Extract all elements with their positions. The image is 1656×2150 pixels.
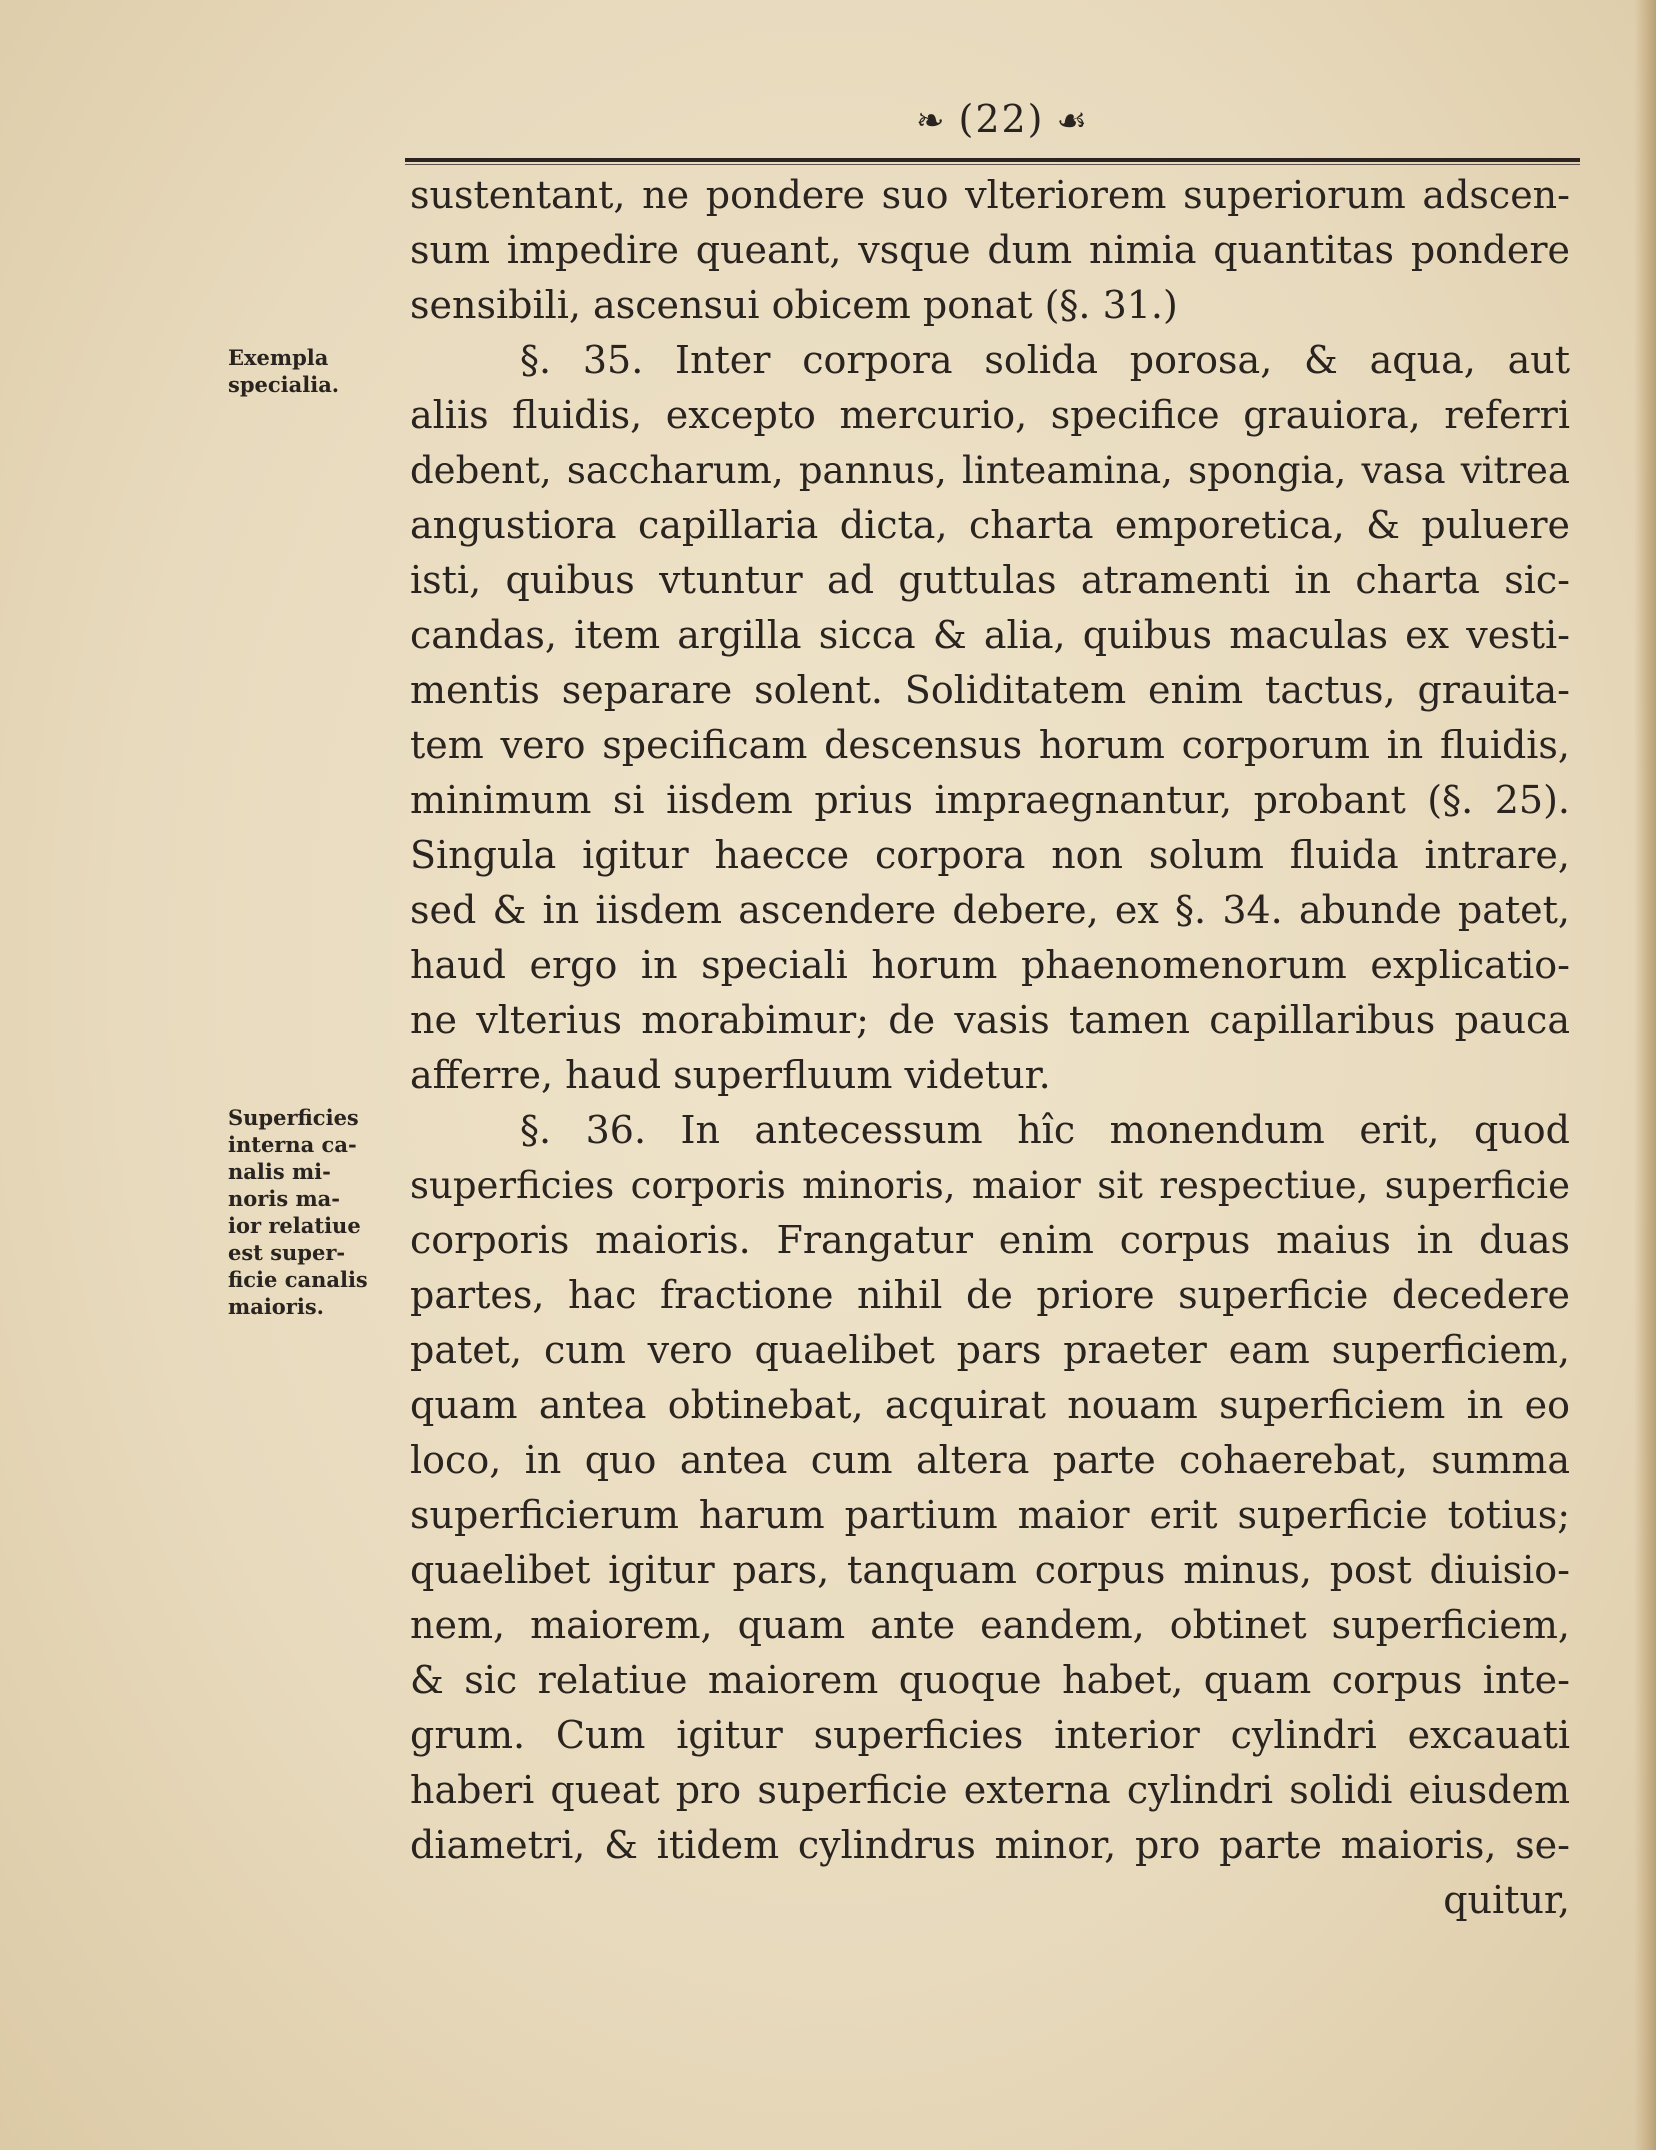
margin-note-line: ior relatiue	[228, 1213, 361, 1238]
text-line: loco, in quo antea cum altera parte cohaerebat, summa	[410, 1438, 1570, 1482]
text-line: & sic relatiue maiorem quoque habet, quam corpus inte-	[410, 1658, 1570, 1702]
page-header	[405, 95, 1580, 155]
text-line: superficies corporis minoris, maior sit respectiue, superficie	[410, 1164, 1570, 1207]
text-line: nem, maiorem, quam ante eandem, obtinet superficiem,	[410, 1603, 1570, 1647]
text-line: patet, cum vero quaelibet pars praeter eam superficiem,	[410, 1328, 1570, 1372]
text-line-section-35: §. 35. Inter corpora solida porosa, & aqua, aut	[520, 338, 1570, 382]
text-line: isti, quibus vtuntur ad guttulas atramenti in charta sic-	[410, 558, 1570, 602]
margin-note-line: ficie canalis	[228, 1267, 368, 1292]
margin-note-line: interna ca-	[228, 1132, 357, 1157]
text-line: minimum si iisdem prius impraegnantur, probant (§. 25).	[410, 778, 1570, 822]
text-line: debent, saccharum, pannus, linteamina, spongia, vasa vitrea	[410, 449, 1570, 492]
body-text	[410, 168, 1570, 1928]
margin-note-line: specialia.	[228, 372, 340, 397]
header-rule	[405, 158, 1580, 162]
text-line: angustiora capillaria dicta, charta emporetica, & puluere	[410, 503, 1570, 547]
text-line: Singula igitur haecce corpora non solum fluida intrare,	[410, 833, 1570, 877]
left-ornament-icon: ❧	[916, 101, 947, 141]
page-edge-shadow	[1634, 0, 1656, 2150]
margin-note-line: maioris.	[228, 1294, 324, 1319]
margin-note-line: est super-	[228, 1240, 346, 1265]
text-line: candas, item argilla sicca & alia, quibus maculas ex vesti-	[410, 613, 1570, 657]
text-line: haberi queat pro superficie externa cylindri solidi eiusdem	[410, 1768, 1570, 1812]
text-line: sustentant, ne pondere suo vlteriorem superiorum adscen-	[410, 173, 1570, 217]
margin-note-line: noris ma-	[228, 1186, 340, 1211]
margin-note-line: Exempla	[228, 345, 329, 370]
text-line: ne vlterius morabimur; de vasis tamen capillaribus pauca	[410, 998, 1570, 1042]
right-ornament-icon: ☙	[1056, 101, 1089, 141]
text-line: quam antea obtinebat, acquirat nouam superficiem in eo	[410, 1383, 1570, 1427]
margin-note-line: nalis mi-	[228, 1159, 331, 1184]
margin-note-exempla	[228, 344, 339, 398]
text-line: corporis maioris. Frangatur enim corpus maius in duas	[410, 1218, 1570, 1262]
text-line: tem vero specificam descensus horum corporum in fluidis,	[410, 723, 1570, 767]
text-line: mentis separare solent. Soliditatem enim tactus, grauita-	[410, 668, 1570, 712]
text-line: afferre, haud superfluum videtur.	[410, 1053, 1051, 1097]
text-line: partes, hac fractione nihil de priore superficie decedere	[410, 1273, 1570, 1317]
text-line: sed & in iisdem ascendere debere, ex §. 34. abunde patet,	[410, 888, 1570, 932]
margin-note-line: Superficies	[228, 1105, 359, 1130]
text-line-section-36: §. 36. In antecessum hîc monendum erit, quod	[520, 1108, 1570, 1152]
page-number-line	[405, 97, 1580, 141]
text-line: aliis fluidis, excepto mercurio, specifice grauiora, referri	[410, 393, 1570, 437]
text-line: quaelibet igitur pars, tanquam corpus minus, post diuisio-	[410, 1548, 1570, 1592]
page-number: (22)	[958, 97, 1045, 141]
text-line: haud ergo in speciali horum phaenomenorum explicatio-	[410, 943, 1570, 987]
text-line-catchword: quitur,	[1443, 1878, 1570, 1922]
margin-note-superficies	[228, 1104, 368, 1320]
text-line: sum impedire queant, vsque dum nimia quantitas pondere	[410, 228, 1570, 272]
text-line: grum. Cum igitur superficies interior cylindri excauati	[410, 1713, 1570, 1757]
text-line: sensibili, ascensui obicem ponat (§. 31.)	[410, 283, 1178, 327]
header-rule-thin	[405, 164, 1580, 165]
text-line: superficierum harum partium maior erit superficie totius;	[410, 1493, 1570, 1537]
text-line: diametri, & itidem cylindrus minor, pro parte maioris, se-	[410, 1823, 1570, 1867]
